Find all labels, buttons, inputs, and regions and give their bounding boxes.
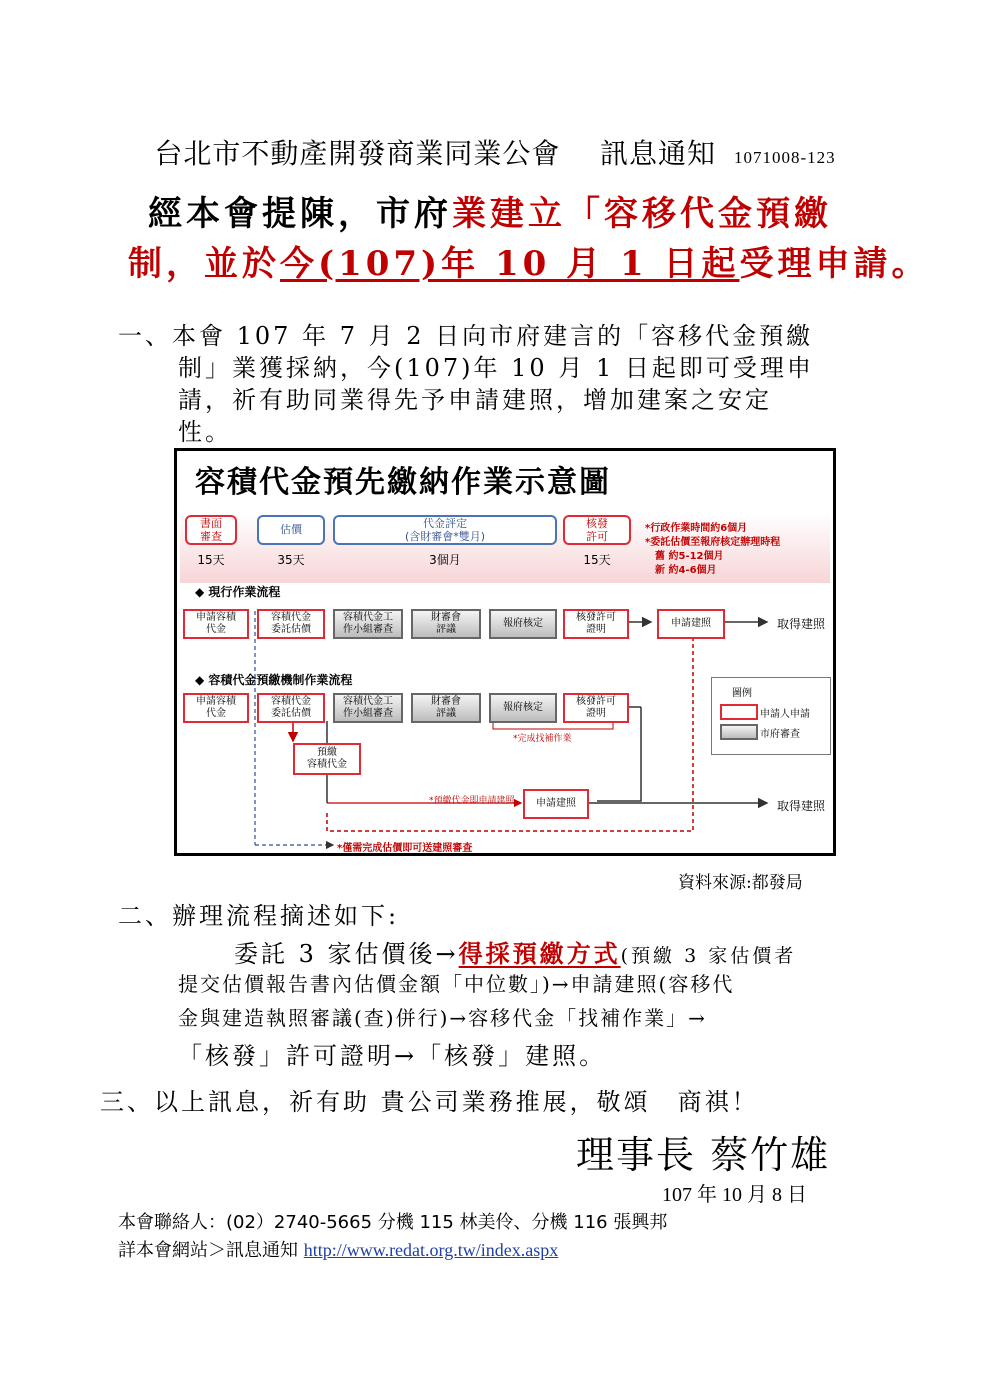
legend-title: 圖例: [732, 688, 752, 699]
flow1-title: ◆ 現行作業流程: [195, 585, 281, 599]
phase-valuation: 代金評定 (含財審會*雙月): [333, 515, 557, 545]
source-note: 資料來源:都發局: [678, 873, 803, 893]
diagram-title: 容積代金預先繳納作業示意圖: [195, 465, 611, 500]
headline-line1: [148, 186, 832, 235]
org-name: 台北市不動產開發商業同業公會: [154, 137, 561, 170]
only-appraisal-note: *僅需完成估價即可送建照審查: [337, 843, 473, 854]
section1-line2: 制」業獲採納，今(107)年 10 月 1 日起即可受理申: [178, 354, 814, 382]
flow1-apply-build: 申請建照: [657, 609, 725, 639]
note-old: 舊 約5-12個月: [655, 551, 724, 562]
contact-website-label: 詳本會網站＞訊息通知: [118, 1240, 298, 1261]
section1-line1: 一、本會 107 年 7 月 2 日向市府建言的「容移代金預繳: [118, 322, 814, 350]
flow1-finance: 財審會 評議: [411, 609, 481, 639]
flow1-permit: 核發許可 證明: [563, 609, 629, 639]
phase-review: 書面 審查: [185, 515, 237, 545]
doc-number: 1071008-123: [733, 148, 836, 167]
flow1-get-build: 取得建照: [777, 617, 826, 631]
legend-city: 市府審查: [760, 729, 800, 740]
duration-permit: 15天: [583, 553, 611, 567]
date: 107 年 10 月 8 日: [662, 1184, 807, 1206]
flow2-get-build: 取得建照: [777, 799, 826, 813]
flow2-prepay: 預繳 容積代金: [293, 743, 361, 775]
process-diagram: [174, 448, 836, 856]
headline-highlight: 業建立「容移代金預繳: [452, 194, 832, 234]
flow2-workgroup: 容積代金工 作小組審查: [333, 693, 403, 723]
section3-text: 三、以上訊息，祈有助 貴公司業務推展，敬頌 商祺！: [100, 1088, 759, 1116]
section2-line4: 「核發」許可證明→「核發」建照。: [178, 1042, 607, 1070]
phase-permit: 核發 許可: [563, 515, 631, 545]
section2-highlight: 得採預繳方式: [458, 939, 621, 968]
prepay-note: *預繳代金即申請建照: [429, 796, 515, 806]
diagram-legend: [711, 677, 831, 755]
flow2-finance: 財審會 評議: [411, 693, 481, 723]
headline-part: 受理申請。: [739, 244, 930, 284]
section2-text: 委託 3 家估價後→: [234, 940, 459, 968]
flow2-title: ◆ 容積代金預繳機制作業流程: [195, 673, 353, 687]
section2-line2: 提交估價報告書內估價金額「中位數」)→申請建照(容移代: [178, 972, 735, 996]
section2-title: 二、辦理流程摘述如下:: [118, 902, 400, 930]
note-new: 新 約4-6個月: [655, 565, 717, 576]
flow2-appraisal: 容積代金 委託估價: [257, 693, 325, 723]
notice-label: 訊息通知: [600, 137, 717, 170]
note-admin-time: *行政作業時間約6個月: [645, 523, 748, 534]
duration-review: 15天: [197, 553, 225, 567]
note-schedule: *委託估價至報府核定辦理時程: [645, 537, 781, 548]
phase-appraisal: 估價: [257, 515, 325, 545]
headline-part: 制，並於: [128, 244, 280, 284]
contact-line2: [118, 1236, 558, 1262]
legend-applicant: 申請人申請: [760, 709, 810, 720]
flow2-apply-build: 申請建照: [523, 789, 589, 819]
flow2-apply-credit: 申請容積 代金: [183, 693, 249, 723]
flow2-permit: 核發許可 證明: [563, 693, 629, 723]
duration-valuation: 3個月: [429, 553, 461, 567]
complete-find-note: *完成找補作業: [513, 734, 572, 744]
flow1-workgroup: 容積代金工 作小組審查: [333, 609, 403, 639]
headline-line2: [128, 236, 929, 285]
flow1-apply-credit: 申請容積 代金: [183, 609, 249, 639]
flow2-approve: 報府核定: [489, 693, 557, 723]
signature: 理事長 蔡竹雄: [576, 1133, 831, 1177]
legend-gray-swatch: [720, 724, 758, 740]
flow1-appraisal: 容積代金 委託估價: [257, 609, 325, 639]
page-header: [0, 132, 990, 172]
website-link[interactable]: http://www.redat.org.tw/index.aspx: [303, 1240, 559, 1260]
section2-line1: [234, 934, 796, 969]
flow1-approve: 報府核定: [489, 609, 557, 639]
headline-date-underlined: 今(107)年 10 月 1 日起: [280, 244, 740, 284]
section2-text: (預繳 3 家估價者: [620, 945, 797, 967]
section1-line4: 性。: [178, 418, 232, 446]
headline-part: 經本會提陳，市府: [148, 194, 452, 234]
section1-line3: 請，祈有助同業得先予申請建照，增加建案之安定: [178, 386, 772, 414]
legend-red-swatch: [720, 704, 758, 720]
section2-line3: 金與建造執照審議(查)併行)→容移代金「找補作業」→: [178, 1006, 707, 1030]
duration-appraisal: 35天: [277, 553, 305, 567]
contact-line1: 本會聯絡人：(02）2740-5665 分機 115 林美伶、分機 116 張興邦: [118, 1212, 668, 1233]
